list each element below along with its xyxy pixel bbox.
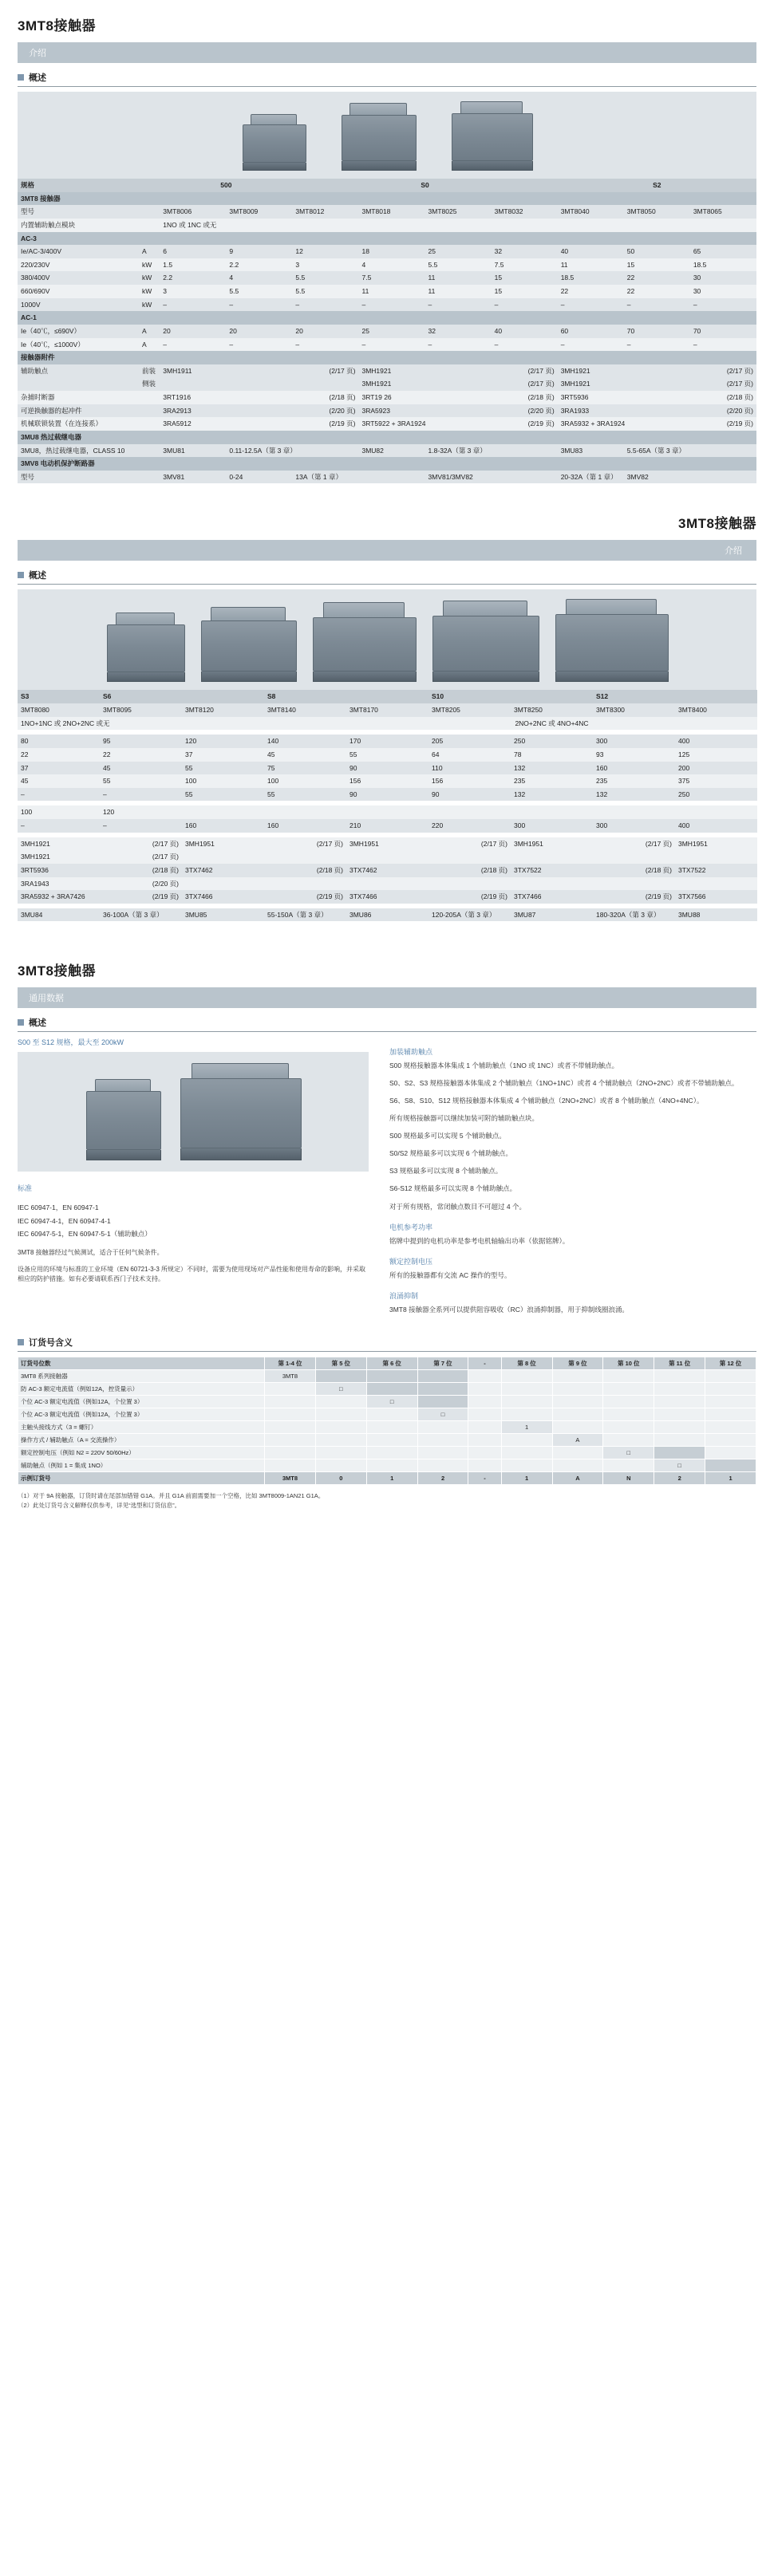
- table-row: 3MT8 接触器: [18, 192, 756, 206]
- product-image-band-2: [18, 589, 756, 690]
- table-row: 规格 500 S0 S2: [18, 179, 756, 192]
- table-row: 45 55 100 100 156 156 235 235 375: [18, 774, 757, 788]
- table-row: 220/230V kW 1.5 2.2 3 4 5.5 7.5 11 15 18.5: [18, 258, 756, 272]
- list-item: IEC 60947-5-1，EN 60947-5-1（辅助触点）: [18, 1229, 152, 1238]
- table-row: – – 55 55 90 90 132 132 250: [18, 788, 757, 802]
- contactor-image-s2: [452, 101, 531, 171]
- square-bullet-icon: [18, 1019, 24, 1026]
- overview-heading-3: [18, 1016, 756, 1032]
- table-row: – – 160 160 210 220 300 300 400: [18, 819, 757, 833]
- overview-left-column: [18, 1037, 369, 1321]
- table-row: 100 120: [18, 805, 757, 819]
- table-row: 3MH1921 (2/17 页): [18, 850, 757, 864]
- table-row: Ie（40℃，≤690V） A 20 20 20 25 32 40 60 70 70: [18, 325, 756, 338]
- order-code-heading-label: 订货号含义: [29, 1337, 73, 1348]
- section-band-intro: 介绍: [18, 42, 756, 63]
- table-row: 80 95 120 140 170 205 250 300 400: [18, 735, 757, 748]
- page-title-2: 3MT8接触器: [678, 516, 756, 532]
- contactor-image-s12: [555, 599, 667, 682]
- table-row: 3MH1921 (2/17 页) 3MH1951 (2/17 页) 3MH1951 (2/17 页) 3MH1951 (2/17 页) 3MH1951: [18, 837, 757, 851]
- table-row: 37 45 55 75 90 110 132 160 200: [18, 762, 757, 775]
- table-row: 型号 3MT8006 3MT8009 3MT8012 3MT8018 3MT8025 3MT8032 3MT8040 3MT8050 3MT8065: [18, 205, 756, 219]
- specs-table-1: [18, 179, 756, 483]
- table-row: 杂捕时断器 3RT1916 (2/18 页) 3RT19 26 (2/18 页) 3RT5936 (2/18 页): [18, 391, 756, 404]
- table-row: 辅助触点 前装 3MH1911 (2/17 页) 3MH1921 (2/17 页) 3MH1921 (2/17 页): [18, 364, 756, 378]
- standards-list: [18, 1201, 369, 1239]
- footnote-2: （2）此处订货号含义解释仅供参考，详见“选型和订货信息”。: [18, 1501, 181, 1509]
- contactor-image-s10: [432, 601, 538, 682]
- page-2: [0, 512, 774, 921]
- page-title: 3MT8接触器: [18, 18, 96, 33]
- specs-table-2: [18, 690, 757, 921]
- contactor-image-s00: [243, 114, 305, 171]
- range-label: S00 至 S12 规格，最大至 200kW: [18, 1038, 124, 1047]
- table-row: Ie/AC-3/400V A 6 9 12 18 25 32 40 50 65: [18, 245, 756, 258]
- overview-paragraph-1: 3MT8 接触器经过气候测试，适合于任何气候条件。: [18, 1248, 164, 1256]
- table-row: 3MU8 热过载继电器: [18, 431, 756, 444]
- control-voltage-text: 所有的接触器都有交流 AC 操作的型号。: [389, 1270, 511, 1279]
- square-bullet-icon: [18, 74, 24, 81]
- aux-contacts-text-1: S00 规格接触器本体集成 1 个辅助触点（1NO 或 1NC）或者不带辅助触点。: [389, 1062, 619, 1070]
- overview-paragraph-2: 设备应用的环境与标准的工业环境（EN 60721-3-3 所规定）不同时，需要为使用现场对产品性能和使用寿命的影响，并采取相应的防护措施。如有必要请联系西门子技术支持。: [18, 1265, 366, 1283]
- table-row: AC-1: [18, 311, 756, 325]
- overview-heading-label-3: 概述: [29, 1018, 46, 1029]
- table-row: 3RA5932 + 3RA7426 (2/19 页) 3TX7466 (2/19 页) 3TX7466 (2/19 页) 3TX7466 (2/19 页) 3TX7566: [18, 890, 757, 904]
- table-row: 主触头接线方式（3 = 螺钉） 1: [18, 1420, 756, 1433]
- product-image-band-1: [18, 92, 756, 179]
- overview-heading-label: 概述: [29, 73, 46, 83]
- surge-suppression-text: 3MT8 接触器全系列可以提供阻容吸收（RC）浪涌抑制器，用于抑制线圈浪涌。: [389, 1305, 629, 1314]
- table-row: 额定控制电压（例如 N2 = 220V 50/60Hz） □: [18, 1446, 756, 1459]
- table-row: S3 S6 S8 S10 S12: [18, 690, 757, 703]
- aux-contacts-heading: 加装辅助触点: [389, 1048, 433, 1057]
- table-row: 机械联锁装置（在连接系） 3RA5912 (2/19 页) 3RT5922 + 3RA1924 (2/19 页) 3RA5932 + 3RA1924 (2/19 页): [18, 417, 756, 431]
- footnote-1: （1）对于 9A 接触器，订货时请在尾部加错错 G1A。并且 G1A 前面需要加一个空格，比如 3MT8009-1AN21 G1A。: [18, 1491, 325, 1499]
- table-row: 侧装 3MH1921 (2/17 页) 3MH1921 (2/17 页): [18, 377, 756, 391]
- contactor-photo-small: [86, 1079, 160, 1160]
- table-row: 3MT8080 3MT8095 3MT8120 3MT8140 3MT8170 3MT8205 3MT8250 3MT8300 3MT8400: [18, 703, 757, 717]
- motor-power-text: 铭牌中提到的电机功率是参考电机轴输出功率（依据铭牌）。: [389, 1236, 570, 1245]
- table-row: 660/690V kW 3 5.5 5.5 11 11 15 22 22 30: [18, 285, 756, 298]
- aux-contacts-text-8: S6-S12 规格最多可以实现 8 个辅助触点。: [389, 1184, 517, 1193]
- section-band-intro-2: 介绍: [18, 540, 756, 561]
- square-bullet-icon: [18, 1339, 24, 1345]
- table-row: 型号 3MV81 0-24 13A（第 1 章） 3MV81/3MV82 20-32A（第 1 章） 3MV82: [18, 471, 756, 484]
- aux-contacts-text-3: S6、S8、S10、S12 规格接触器本体集成 4 个辅助触点（2NO+2NC）或者 8 个辅助触点（4NO+4NC）。: [389, 1097, 704, 1105]
- page-1: [0, 14, 774, 483]
- table-row: 3RA1943 (2/20 页): [18, 877, 757, 891]
- table-row: 3MT8 系列接触器 3MT8: [18, 1369, 756, 1382]
- surge-suppression-heading: 浪涌抑制: [389, 1291, 419, 1300]
- table-row: 3RT5936 (2/18 页) 3TX7462 (2/18 页) 3TX7462 (2/18 页) 3TX7522 (2/18 页) 3TX7522: [18, 864, 757, 877]
- overview-heading: [18, 71, 756, 87]
- table-row: 3MU8，热过载继电器，CLASS 10 3MU81 0.11-12.5A（第 3 章） 3MU82 1.8-32A（第 3 章） 3MU83 5.5-65A（第 3 章）: [18, 444, 756, 458]
- aux-contacts-text-9: 对于所有规格，常闭触点数目不可超过 4 个。: [389, 1202, 526, 1211]
- aux-contacts-text-2: S0、S2、S3 规格接触器本体集成 2 个辅助触点（1NO+1NC）或者 4 个辅助触点（2NO+2NC）或者不带辅助触点。: [389, 1079, 739, 1088]
- contactor-image-s3: [107, 612, 184, 682]
- order-code-heading: [18, 1336, 756, 1352]
- section-band-general-data: 通用数据: [18, 987, 756, 1008]
- table-row: 订货号位数 第 1-4 位 第 5 位 第 6 位 第 7 位 - 第 8 位 第 9 位 第 10 位 第 11 位 第 12 位: [18, 1357, 756, 1369]
- table-row: 3MV8 电动机保护断路器: [18, 457, 756, 471]
- list-item: IEC 60947-1，EN 60947-1: [18, 1203, 99, 1212]
- contactor-image-s0: [342, 103, 415, 171]
- overview-right-column: [389, 1037, 740, 1321]
- table-row: 接触器附件: [18, 351, 756, 364]
- table-row: 1000V kW – – – – – – – – –: [18, 298, 756, 312]
- overview-two-column: [18, 1037, 756, 1321]
- table-row: 22 22 37 45 55 64 78 93 125: [18, 748, 757, 762]
- aux-contacts-text-5: S00 规格最多可以实现 5 个辅助触点。: [389, 1132, 506, 1140]
- table-row: 1NO+1NC 或 2NO+2NC 或无 2NO+2NC 或 4NO+4NC: [18, 717, 757, 731]
- page-3: [0, 959, 774, 1510]
- table-row: 示例订货号 3MT8 0 1 2 - 1 A N 2 1: [18, 1471, 756, 1484]
- motor-power-heading: 电机参考功率: [389, 1223, 433, 1231]
- table-row: 3MU84 36-100A（第 3 章） 3MU85 55-150A（第 3 章） 3MU86 120-205A（第 3 章） 3MU87 180-320A（第 3 章） 3MU88: [18, 908, 757, 922]
- page-title-3: 3MT8接触器: [18, 963, 96, 979]
- standards-label: 标准: [18, 1184, 33, 1193]
- table-row: 个位 AC-3 额定电流值（例如12A，个位置 3） □: [18, 1408, 756, 1420]
- contactor-image-s8: [313, 602, 415, 682]
- contactor-image-s6: [201, 607, 295, 682]
- table-row: 内置辅助触点模块 1NO 或 1NC 或无: [18, 219, 756, 232]
- table-row: Ie（40℃，≤1000V） A – – – – – – – – –: [18, 338, 756, 352]
- overview-heading-2: [18, 569, 756, 585]
- table-row: 可逆换触器的起冲件 3RA2913 (2/20 页) 3RA5923 (2/20 页) 3RA1933 (2/20 页): [18, 404, 756, 418]
- table-row: 个位 AC-3 额定电流值（例如12A，个位置 3） □: [18, 1395, 756, 1408]
- table-row: AC-3: [18, 232, 756, 246]
- square-bullet-icon: [18, 572, 24, 578]
- control-voltage-heading: 额定控制电压: [389, 1257, 433, 1266]
- overview-heading-label-2: 概述: [29, 571, 46, 581]
- table-row: 辅助触点（例如 1 = 集成 1NO） □: [18, 1459, 756, 1471]
- aux-contacts-text-7: S3 规格最多可以实现 8 个辅助触点。: [389, 1167, 503, 1176]
- table-row: 操作方式 / 辅助触点（A = 交流操作） A: [18, 1433, 756, 1446]
- aux-contacts-text-4: 所有规格接触器可以继续加装可附的辅助触点块。: [389, 1114, 539, 1123]
- footnotes: [18, 1491, 756, 1511]
- aux-contacts-text-6: S0/S2 规格最多可以实现 6 个辅助触点。: [389, 1149, 512, 1158]
- overview-image-band: [18, 1052, 369, 1172]
- list-item: IEC 60947-4-1，EN 60947-4-1: [18, 1216, 111, 1225]
- table-row: 380/400V kW 2.2 4 5.5 7.5 11 15 18.5 22 30: [18, 271, 756, 285]
- table-row: 防 AC-3 额定电流值（例如12A，控货量示） □: [18, 1382, 756, 1395]
- contactor-photo-large: [180, 1063, 300, 1160]
- order-code-table: [18, 1357, 756, 1485]
